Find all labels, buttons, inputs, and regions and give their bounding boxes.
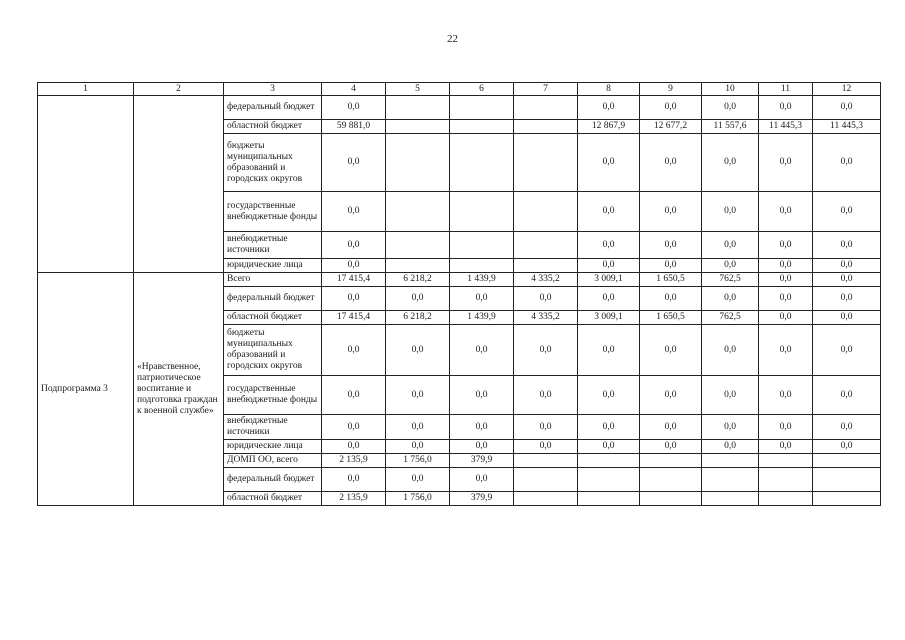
value-cell: 0,0 bbox=[759, 287, 813, 311]
value-cell bbox=[450, 134, 514, 192]
value-cell: 0,0 bbox=[578, 259, 640, 273]
budget-table bbox=[37, 82, 881, 506]
value-cell bbox=[514, 192, 578, 232]
value-cell: 0,0 bbox=[759, 259, 813, 273]
value-cell: 0,0 bbox=[702, 232, 759, 259]
value-cell: 6 218,2 bbox=[386, 273, 450, 287]
value-cell: 0,0 bbox=[759, 376, 813, 415]
value-cell: 2 135,9 bbox=[322, 454, 386, 468]
value-cell bbox=[702, 468, 759, 492]
value-cell: 379,9 bbox=[450, 492, 514, 506]
value-cell: 1 439,9 bbox=[450, 273, 514, 287]
column-number-9: 9 bbox=[640, 83, 702, 96]
value-cell: 4 335,2 bbox=[514, 273, 578, 287]
value-cell: 0,0 bbox=[578, 192, 640, 232]
value-cell: 0,0 bbox=[322, 440, 386, 454]
value-cell bbox=[578, 468, 640, 492]
column-number-10: 10 bbox=[702, 83, 759, 96]
value-cell bbox=[514, 232, 578, 259]
value-cell bbox=[450, 96, 514, 120]
value-cell: 1 650,5 bbox=[640, 311, 702, 325]
value-cell bbox=[640, 454, 702, 468]
column-number-6: 6 bbox=[450, 83, 514, 96]
value-cell: 0,0 bbox=[702, 259, 759, 273]
column-number-12: 12 bbox=[813, 83, 881, 96]
value-cell bbox=[514, 134, 578, 192]
value-cell bbox=[450, 120, 514, 134]
value-cell: 0,0 bbox=[759, 273, 813, 287]
value-cell: 0,0 bbox=[640, 134, 702, 192]
program-cell: Подпрограмма 3 bbox=[38, 273, 134, 506]
value-cell: 11 557,6 bbox=[702, 120, 759, 134]
value-cell: 0,0 bbox=[813, 440, 881, 454]
value-cell bbox=[640, 492, 702, 506]
value-cell: 0,0 bbox=[322, 325, 386, 376]
value-cell: 762,5 bbox=[702, 311, 759, 325]
value-cell bbox=[813, 454, 881, 468]
column-number-1: 1 bbox=[38, 83, 134, 96]
value-cell bbox=[759, 454, 813, 468]
value-cell: 0,0 bbox=[322, 96, 386, 120]
value-cell: 0,0 bbox=[450, 415, 514, 440]
value-cell: 0,0 bbox=[322, 376, 386, 415]
value-cell: 0,0 bbox=[759, 440, 813, 454]
funding-source-cell: федеральный бюджет bbox=[224, 468, 322, 492]
value-cell: 0,0 bbox=[759, 192, 813, 232]
value-cell bbox=[386, 232, 450, 259]
table-row bbox=[38, 96, 881, 120]
value-cell: 0,0 bbox=[322, 415, 386, 440]
value-cell: 2 135,9 bbox=[322, 492, 386, 506]
value-cell: 0,0 bbox=[702, 376, 759, 415]
value-cell: 0,0 bbox=[578, 415, 640, 440]
value-cell bbox=[578, 492, 640, 506]
value-cell: 0,0 bbox=[813, 415, 881, 440]
value-cell: 0,0 bbox=[759, 96, 813, 120]
value-cell: 0,0 bbox=[578, 134, 640, 192]
value-cell: 0,0 bbox=[813, 273, 881, 287]
program-title-cell: «Нравственное, патриотическое воспитание и подготовка граждан к военной службе» bbox=[134, 273, 224, 506]
value-cell: 0,0 bbox=[322, 259, 386, 273]
value-cell: 0,0 bbox=[813, 192, 881, 232]
value-cell: 0,0 bbox=[813, 134, 881, 192]
funding-source-cell: Всего bbox=[224, 273, 322, 287]
value-cell bbox=[514, 468, 578, 492]
value-cell: 1 756,0 bbox=[386, 492, 450, 506]
program-title-cell bbox=[134, 96, 224, 273]
value-cell: 0,0 bbox=[386, 440, 450, 454]
value-cell: 0,0 bbox=[759, 134, 813, 192]
value-cell: 0,0 bbox=[386, 376, 450, 415]
table-row bbox=[38, 273, 881, 287]
value-cell: 0,0 bbox=[813, 311, 881, 325]
value-cell: 0,0 bbox=[813, 287, 881, 311]
value-cell: 0,0 bbox=[640, 440, 702, 454]
value-cell bbox=[702, 454, 759, 468]
funding-source-cell: федеральный бюджет bbox=[224, 287, 322, 311]
value-cell: 12 867,9 bbox=[578, 120, 640, 134]
value-cell: 0,0 bbox=[386, 325, 450, 376]
value-cell: 1 650,5 bbox=[640, 273, 702, 287]
value-cell: 0,0 bbox=[640, 376, 702, 415]
header-row bbox=[38, 83, 881, 96]
column-number-5: 5 bbox=[386, 83, 450, 96]
value-cell: 0,0 bbox=[450, 325, 514, 376]
value-cell: 1 439,9 bbox=[450, 311, 514, 325]
program-cell bbox=[38, 96, 134, 273]
value-cell: 0,0 bbox=[322, 232, 386, 259]
funding-source-cell: юридические лица bbox=[224, 440, 322, 454]
value-cell bbox=[450, 232, 514, 259]
value-cell: 0,0 bbox=[759, 415, 813, 440]
value-cell: 1 756,0 bbox=[386, 454, 450, 468]
value-cell: 0,0 bbox=[640, 325, 702, 376]
value-cell: 0,0 bbox=[578, 440, 640, 454]
value-cell: 0,0 bbox=[813, 376, 881, 415]
value-cell: 0,0 bbox=[702, 134, 759, 192]
funding-source-cell: областной бюджет bbox=[224, 311, 322, 325]
value-cell: 4 335,2 bbox=[514, 311, 578, 325]
value-cell: 0,0 bbox=[450, 468, 514, 492]
value-cell: 59 881,0 bbox=[322, 120, 386, 134]
value-cell: 0,0 bbox=[813, 232, 881, 259]
value-cell: 0,0 bbox=[640, 287, 702, 311]
column-number-11: 11 bbox=[759, 83, 813, 96]
value-cell: 0,0 bbox=[322, 468, 386, 492]
value-cell bbox=[514, 96, 578, 120]
value-cell: 0,0 bbox=[322, 287, 386, 311]
value-cell: 0,0 bbox=[813, 259, 881, 273]
value-cell: 0,0 bbox=[386, 468, 450, 492]
value-cell: 0,0 bbox=[514, 415, 578, 440]
funding-source-cell: ДОМП ОО, всего bbox=[224, 454, 322, 468]
value-cell bbox=[450, 192, 514, 232]
value-cell: 0,0 bbox=[322, 192, 386, 232]
value-cell bbox=[759, 468, 813, 492]
value-cell: 11 445,3 bbox=[813, 120, 881, 134]
funding-source-cell: бюджеты муниципальных образований и городских округов bbox=[224, 325, 322, 376]
value-cell: 0,0 bbox=[322, 134, 386, 192]
value-cell: 0,0 bbox=[759, 311, 813, 325]
value-cell bbox=[514, 120, 578, 134]
value-cell: 0,0 bbox=[514, 440, 578, 454]
value-cell: 0,0 bbox=[702, 325, 759, 376]
value-cell: 0,0 bbox=[578, 325, 640, 376]
value-cell: 0,0 bbox=[759, 325, 813, 376]
value-cell: 762,5 bbox=[702, 273, 759, 287]
value-cell bbox=[514, 259, 578, 273]
funding-source-cell: бюджеты муниципальных образований и городских округов bbox=[224, 134, 322, 192]
value-cell: 0,0 bbox=[702, 287, 759, 311]
value-cell: 0,0 bbox=[640, 192, 702, 232]
value-cell bbox=[813, 492, 881, 506]
value-cell: 6 218,2 bbox=[386, 311, 450, 325]
value-cell bbox=[813, 468, 881, 492]
value-cell: 379,9 bbox=[450, 454, 514, 468]
value-cell bbox=[386, 259, 450, 273]
value-cell: 0,0 bbox=[578, 96, 640, 120]
value-cell bbox=[514, 492, 578, 506]
value-cell: 0,0 bbox=[450, 440, 514, 454]
column-number-8: 8 bbox=[578, 83, 640, 96]
value-cell: 0,0 bbox=[640, 415, 702, 440]
value-cell bbox=[514, 454, 578, 468]
value-cell bbox=[386, 134, 450, 192]
value-cell bbox=[386, 120, 450, 134]
value-cell: 0,0 bbox=[640, 232, 702, 259]
value-cell: 0,0 bbox=[386, 415, 450, 440]
value-cell bbox=[640, 468, 702, 492]
funding-source-cell: федеральный бюджет bbox=[224, 96, 322, 120]
funding-source-cell: внебюджетные источники bbox=[224, 415, 322, 440]
value-cell: 3 009,1 bbox=[578, 273, 640, 287]
column-number-4: 4 bbox=[322, 83, 386, 96]
value-cell: 3 009,1 bbox=[578, 311, 640, 325]
value-cell: 12 677,2 bbox=[640, 120, 702, 134]
value-cell bbox=[386, 192, 450, 232]
column-number-2: 2 bbox=[134, 83, 224, 96]
funding-source-cell: областной бюджет bbox=[224, 492, 322, 506]
funding-source-cell: государственные внебюджетные фонды bbox=[224, 376, 322, 415]
value-cell: 17 415,4 bbox=[322, 273, 386, 287]
value-cell bbox=[759, 492, 813, 506]
value-cell: 0,0 bbox=[578, 376, 640, 415]
value-cell: 0,0 bbox=[702, 440, 759, 454]
funding-source-cell: государственные внебюджетные фонды bbox=[224, 192, 322, 232]
value-cell: 11 445,3 bbox=[759, 120, 813, 134]
funding-source-cell: юридические лица bbox=[224, 259, 322, 273]
value-cell: 0,0 bbox=[450, 287, 514, 311]
value-cell: 0,0 bbox=[386, 287, 450, 311]
value-cell: 0,0 bbox=[514, 325, 578, 376]
value-cell bbox=[578, 454, 640, 468]
value-cell: 0,0 bbox=[702, 96, 759, 120]
value-cell: 0,0 bbox=[702, 192, 759, 232]
value-cell: 0,0 bbox=[578, 232, 640, 259]
value-cell: 0,0 bbox=[702, 415, 759, 440]
value-cell: 0,0 bbox=[813, 325, 881, 376]
value-cell: 0,0 bbox=[640, 259, 702, 273]
page-number: 22 bbox=[447, 33, 458, 45]
value-cell bbox=[702, 492, 759, 506]
value-cell: 0,0 bbox=[450, 376, 514, 415]
value-cell: 0,0 bbox=[514, 287, 578, 311]
value-cell: 0,0 bbox=[578, 287, 640, 311]
column-number-3: 3 bbox=[224, 83, 322, 96]
value-cell: 17 415,4 bbox=[322, 311, 386, 325]
funding-source-cell: внебюджетные источники bbox=[224, 232, 322, 259]
column-number-7: 7 bbox=[514, 83, 578, 96]
value-cell bbox=[386, 96, 450, 120]
value-cell: 0,0 bbox=[813, 96, 881, 120]
value-cell: 0,0 bbox=[640, 96, 702, 120]
value-cell bbox=[450, 259, 514, 273]
value-cell: 0,0 bbox=[759, 232, 813, 259]
value-cell: 0,0 bbox=[514, 376, 578, 415]
funding-source-cell: областной бюджет bbox=[224, 120, 322, 134]
